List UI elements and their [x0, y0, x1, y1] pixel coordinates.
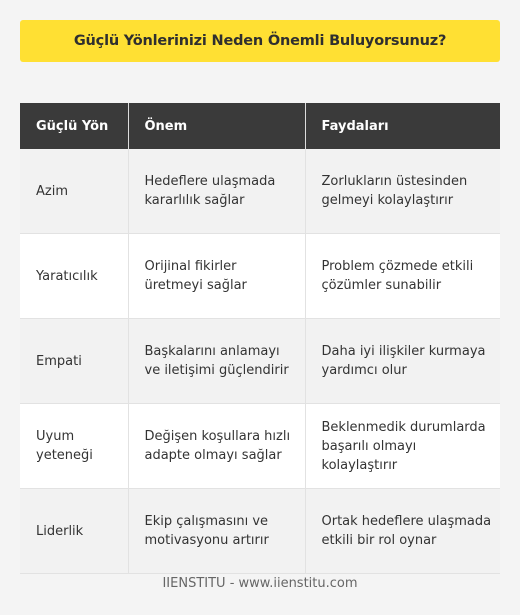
- column-header-benefits: Faydaları: [305, 103, 500, 149]
- title-banner: [20, 20, 500, 62]
- strength-cell: Azim: [20, 149, 128, 234]
- footer-credit: IIENSTITU - www.iienstitu.com: [162, 576, 358, 591]
- table-row: [20, 149, 500, 234]
- importance-cell: Ekip çalışmasını ve motivasyonu artırır: [128, 489, 305, 574]
- column-header-importance: Önem: [128, 103, 305, 149]
- table-row: [20, 234, 500, 319]
- importance-cell: Değişen koşullara hızlı adapte olmayı sağlar: [128, 404, 305, 489]
- importance-cell: Hedeflere ulaşmada kararlılık sağlar: [128, 149, 305, 234]
- strength-cell: Empati: [20, 319, 128, 404]
- table-header-row: [20, 103, 500, 149]
- importance-cell: Orijinal fikirler üretmeyi sağlar: [128, 234, 305, 319]
- strength-cell: Yaratıcılık: [20, 234, 128, 319]
- page-title: Güçlü Yönlerinizi Neden Önemli Buluyorsunuz?: [73, 33, 447, 49]
- importance-cell: Başkalarını anlamayı ve iletişimi güçlendirir: [128, 319, 305, 404]
- benefits-cell: Problem çözmede etkili çözümler sunabilir: [305, 234, 500, 319]
- benefits-cell: Ortak hedeflere ulaşmada etkili bir rol oynar: [305, 489, 500, 574]
- column-header-strength: Güçlü Yön: [20, 103, 128, 149]
- benefits-cell: Zorlukların üstesinden gelmeyi kolaylaştırır: [305, 149, 500, 234]
- benefits-cell: Daha iyi ilişkiler kurmaya yardımcı olur: [305, 319, 500, 404]
- table-row: [20, 404, 500, 489]
- strength-cell: Uyum yeteneği: [20, 404, 128, 489]
- table-row: [20, 489, 500, 574]
- strengths-table: [20, 103, 500, 574]
- benefits-cell: Beklenmedik durumlarda başarılı olmayı kolaylaştırır: [305, 404, 500, 489]
- table-row: [20, 319, 500, 404]
- strength-cell: Liderlik: [20, 489, 128, 574]
